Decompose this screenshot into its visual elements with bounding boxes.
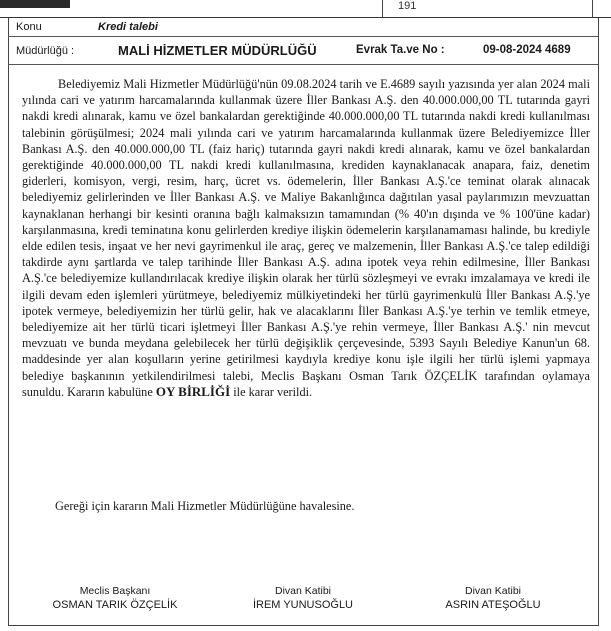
decision-main-text: Belediyemiz Mali Hizmetler Müdürlüğü'nün 09.08.2024 tarih ve E.4689 sayılı yazısında yer alan 2024 mali yılında cari ve yatırım harcamalarında kullanmak üzere İller Bankası A.Ş. den 40.000.000,00 TL tutarında gayri nakdi kredi alınarak, kamu ve özel bankalardan gerektiğinde 40.000.000,00 TL tutarında nakdi kredi kullanılması talebinin görüşülmesi; 2024 mali yılında cari ve yatırım harcamalarında kullanmak üzere Belediyemizce İller Bankası A.Ş. den 40.000.000,00 TL (faiz hariç) tutarında gayri nakdi kredi alınarak, kamu ve özel bankalardan gerektiğinde 40.000.000,00 TL nakdi kredi kullanılmasına, krediden kaynaklanacak anapara, faiz, denetim giderleri, komisyon, vergi, resim, harç, ücret vs. ödemelerin, İller Bankası A.Ş.'ce teminat olarak alınacak belediyemiz gelirlerinden ve İller Bankası A.Ş. ve Maliye Bakanlığınca dağıtılan yasal paylarımızın mevzuattan kaynaklanan herhangi bir kesinti oranına bağlı kalmaksızın tamamından (% 40'ın dışında ve % 100'üne kadar) karşılanmasına, kredi teminatına konu gelirlerden krediye ilişkin ödemelerin karşılanamaması halinde, bu krediyle elde edilen tesis, inşaat ve her nevi gayrimenkul ile araç, gereç ve malzemenin, İller Bankası A.Ş.'ce talep edildiği takdirde aynı şartlarda ve talep tarihinde İller Bankası A.Ş. adına ipotek veya rehin edilmesine, İller Bankası A.Ş.'ce belediyemize kullandırılacak krediye ilişkin olarak her türlü sözleşmeyi ve evrakı imzalamaya ve kredi ile ilgili devam eden işlemleri yürütmeye, belediyemiz mülkiyetindeki her türlü gayrimenkulü İller Bankası A.Ş.'ye ipotek vermeye, belediyemizin her türlü gelir, hak ve alacaklarını İller Bankası A.Ş.'ye terhin ve temlik etmeye, belediyemize ait her türlü ticari işletmeyi İller Bankası A.Ş.'ye rehin vermeye, İller Bankası A.Ş.' nin mevcut mevzuatı ve bunda meydana gelebilecek her türlü değişiklik çerçevesinde, 5393 Sayılı Belediye Kanun'un 68. maddesinde yer alan koşulların yerine getirilmesi kaydıyla krediye konu işle ilgili her türlü işlemi yapmaya belediye başkanının yetkilendirilmesi talebi, Meclis Başkanı Osman Tarık ÖZÇELİK tarafından oylamaya sunuldu. Kararın kabulüne <box>22 77 590 399</box>
decision-result: OY BİRLİĞİ <box>155 383 231 399</box>
mudurlugu-value: MALİ HİZMETLER MÜDÜRLÜĞÜ <box>118 43 317 58</box>
top-number: 191 <box>398 0 417 12</box>
referral-text: Gereği için kararın Mali Hizmetler Müdürlüğüne havalesine. <box>55 499 355 513</box>
signature-role: Divan Katibi <box>274 585 332 597</box>
mudurlugu-row <box>8 37 598 65</box>
konu-label: Konu <box>16 21 42 33</box>
evrak-label: Evrak Ta.ve No : <box>356 44 445 56</box>
konu-value: Kredi talebi <box>98 21 158 33</box>
signature-name: İREM YUNUSOĞLU <box>252 599 354 611</box>
signature-role: Meclis Başkanı <box>79 585 151 597</box>
decision-paragraph <box>22 76 590 400</box>
divider <box>382 0 383 17</box>
mudurlugu-label: Müdürlüğü : <box>16 45 75 57</box>
divider <box>592 0 593 17</box>
top-strip <box>0 0 611 18</box>
evrak-value: 09-08-2024 4689 <box>483 44 571 56</box>
decision-tail: ile karar verildi. <box>233 384 313 399</box>
signature-name: OSMAN TARIK ÖZÇELİK <box>52 599 178 611</box>
konu-row <box>8 18 598 37</box>
signature-block-clerk-1 <box>228 584 378 612</box>
signature-block-clerk-2 <box>418 584 568 612</box>
signature-role: Divan Katibi <box>464 585 522 597</box>
decision-text <box>22 76 590 400</box>
scan-artifact <box>0 0 70 8</box>
signature-name: ASRIN ATEŞOĞLU <box>445 599 541 611</box>
signature-block-chair <box>40 584 190 612</box>
